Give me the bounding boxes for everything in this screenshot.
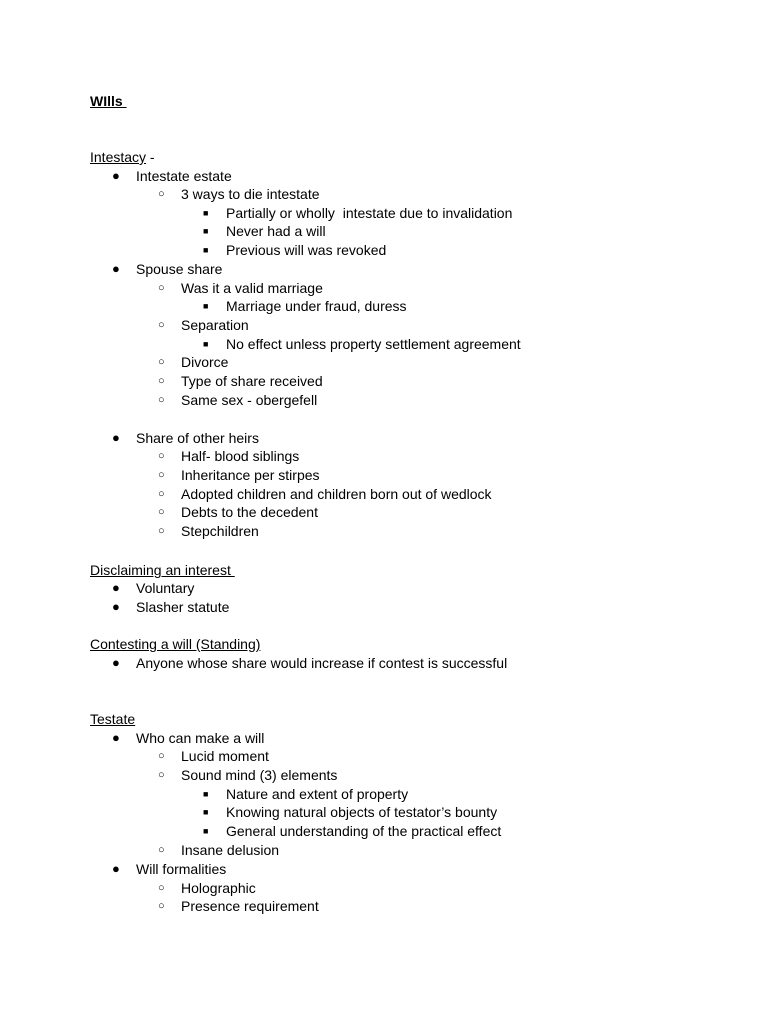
list-item-text: Anyone whose share would increase if contest is successful xyxy=(136,655,508,671)
bullet-square-icon: ■ xyxy=(203,301,209,311)
list-item-text: Debts to the decedent xyxy=(181,504,318,520)
list-item-text: 3 ways to die intestate xyxy=(181,186,320,202)
bullet-circle-icon: ○ xyxy=(158,525,165,537)
list-item-text: Voluntary xyxy=(136,580,195,596)
bullet-disc-icon: ● xyxy=(112,861,120,876)
list-item-text: Nature and extent of property xyxy=(226,786,409,802)
bullet-circle-icon: ○ xyxy=(158,900,165,912)
bullet-circle-icon: ○ xyxy=(158,319,165,331)
list-item-text: Who can make a will xyxy=(136,730,265,746)
section-heading-line xyxy=(90,148,155,167)
bullet-circle-icon: ○ xyxy=(158,450,165,462)
list-item-text: General understanding of the practical effect xyxy=(226,823,502,839)
list-item-text: Never had a will xyxy=(226,223,326,239)
bullet-circle-icon: ○ xyxy=(158,282,165,294)
list-item-text: Marriage under fraud, duress xyxy=(226,298,407,314)
list-item-text: Stepchildren xyxy=(181,523,259,539)
bullet-circle-icon: ○ xyxy=(158,469,165,481)
section-heading-suffix: - xyxy=(146,149,155,165)
list-item-text: No effect unless property settlement agreement xyxy=(226,336,521,352)
bullet-square-icon: ■ xyxy=(203,789,209,799)
bullet-square-icon: ■ xyxy=(203,245,209,255)
list-item-text: Adopted children and children born out of wedlock xyxy=(181,486,492,502)
section-heading: Intestacy xyxy=(90,149,147,165)
list-item-text: Slasher statute xyxy=(136,599,230,615)
list-item-text: Half- blood siblings xyxy=(181,448,300,464)
list-item-text: Holographic xyxy=(181,880,256,896)
bullet-disc-icon: ● xyxy=(112,655,120,670)
bullet-circle-icon: ○ xyxy=(158,356,165,368)
list-item-text: Type of share received xyxy=(181,373,323,389)
bullet-square-icon: ■ xyxy=(203,339,209,349)
list-item-text: Spouse share xyxy=(136,261,223,277)
list-item-text: Share of other heirs xyxy=(136,430,259,446)
bullet-square-icon: ■ xyxy=(203,208,209,218)
bullet-circle-icon: ○ xyxy=(158,375,165,387)
list-item-text: Lucid moment xyxy=(181,748,269,764)
bullet-circle-icon: ○ xyxy=(158,750,165,762)
bullet-circle-icon: ○ xyxy=(158,394,165,406)
bullet-disc-icon: ● xyxy=(112,168,120,183)
bullet-disc-icon: ● xyxy=(112,730,120,745)
section-heading: Contesting a will (Standing) xyxy=(90,636,261,652)
list-item-text: Insane delusion xyxy=(181,842,280,858)
bullet-disc-icon: ● xyxy=(112,580,120,595)
list-item-text: Presence requirement xyxy=(181,898,319,914)
list-item-text: Intestate estate xyxy=(136,168,232,184)
bullet-circle-icon: ○ xyxy=(158,844,165,856)
bullet-circle-icon: ○ xyxy=(158,882,165,894)
section-heading: Disclaiming an interest xyxy=(90,562,235,578)
list-item-text: Inheritance per stirpes xyxy=(181,467,320,483)
list-item-text: Separation xyxy=(181,317,249,333)
list-item-text: Divorce xyxy=(181,354,229,370)
bullet-circle-icon: ○ xyxy=(158,488,165,500)
bullet-circle-icon: ○ xyxy=(158,506,165,518)
bullet-disc-icon: ● xyxy=(112,599,120,614)
bullet-circle-icon: ○ xyxy=(158,769,165,781)
bullet-circle-icon: ○ xyxy=(158,188,165,200)
bullet-disc-icon: ● xyxy=(112,261,120,276)
list-item-text: Will formalities xyxy=(136,861,227,877)
bullet-disc-icon: ● xyxy=(112,430,120,445)
list-item-text: Knowing natural objects of testator’s bounty xyxy=(226,804,498,820)
bullet-square-icon: ■ xyxy=(203,826,209,836)
list-item-text: Was it a valid marriage xyxy=(181,280,323,296)
list-item-text: Same sex - obergefell xyxy=(181,392,318,408)
list-item-text: Partially or wholly intestate due to invalidation xyxy=(226,205,513,221)
bullet-square-icon: ■ xyxy=(203,226,209,236)
list-item-text: Previous will was revoked xyxy=(226,242,387,258)
list-item-text: Sound mind (3) elements xyxy=(181,767,338,783)
section-heading: Testate xyxy=(90,711,136,727)
bullet-square-icon: ■ xyxy=(203,807,209,817)
document-title: WIlls xyxy=(90,93,127,109)
